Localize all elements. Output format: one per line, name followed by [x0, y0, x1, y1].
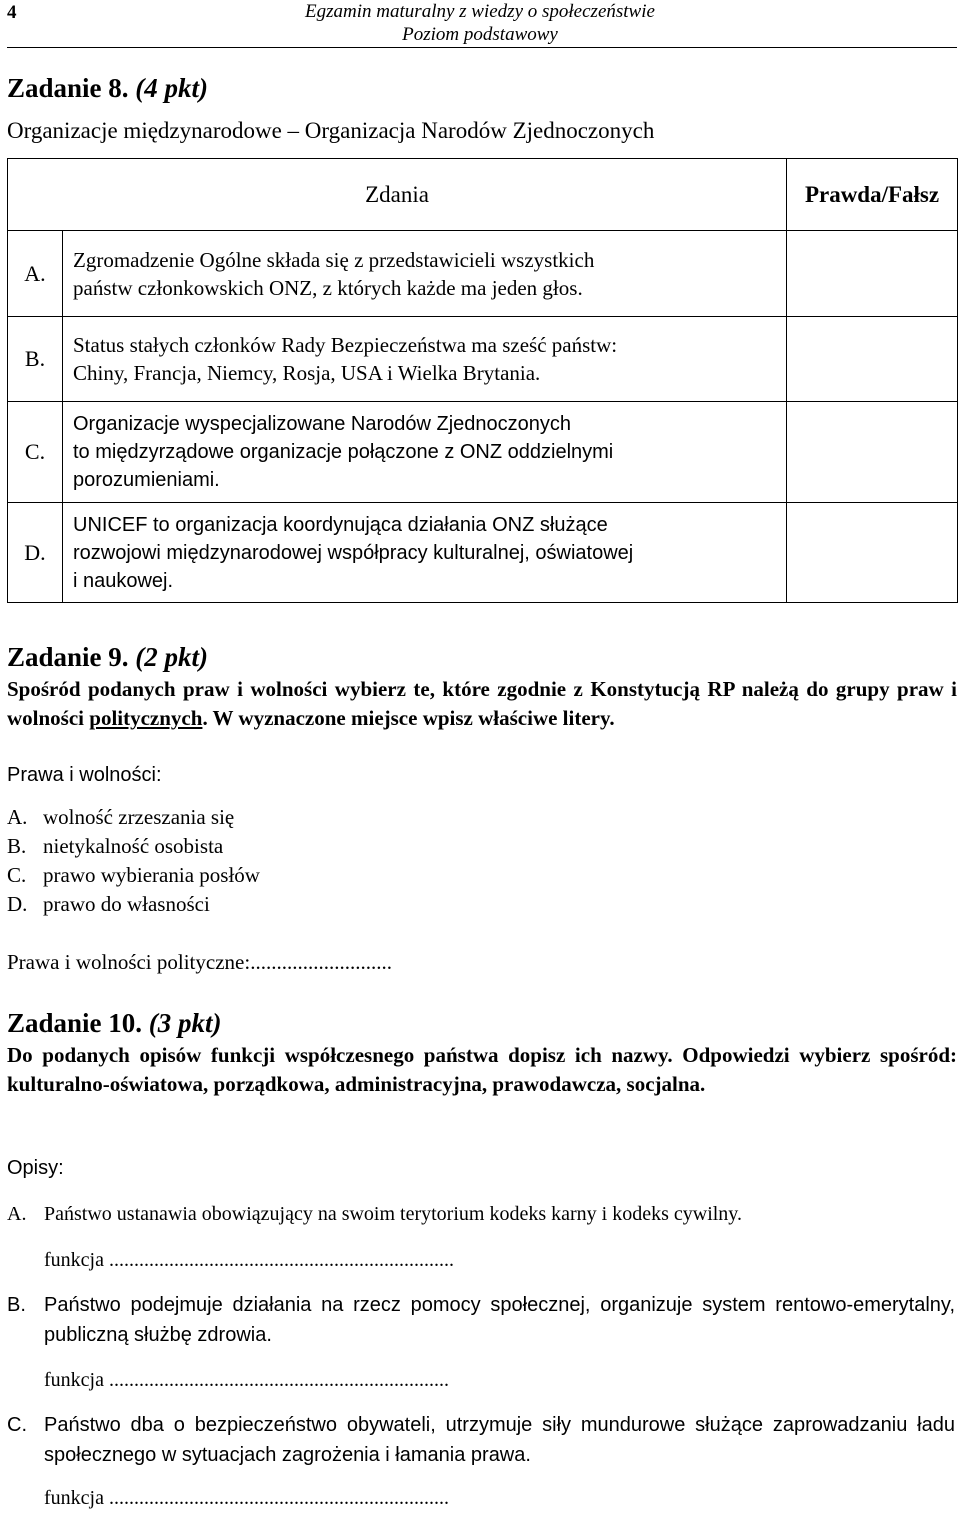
column-header-statements: Zdania	[8, 159, 787, 231]
header-exam-title: Egzamin maturalny z wiedzy o społeczeństwie	[305, 1, 655, 22]
statement-letter: A.	[8, 231, 63, 317]
statement-line: i naukowej.	[73, 569, 174, 592]
option-letter: C.	[7, 863, 27, 887]
task9-instruction-text-end: . W wyznaczone miejsce wpisz właściwe litery.	[202, 706, 615, 730]
option-letter: B.	[7, 834, 27, 858]
list-item	[7, 834, 223, 859]
statement-line: państw członkowskich ONZ, z których każde ma jeden głos.	[73, 275, 583, 300]
option-text: prawo do własności	[43, 892, 210, 916]
answer-cell[interactable]	[787, 503, 958, 603]
task9-points: (2 pkt)	[135, 642, 209, 672]
description-letter: A.	[7, 1203, 27, 1225]
task8-title: Zadanie 8.	[7, 73, 129, 103]
statement-line: Status stałych członków Rady Bezpieczeństwa ma sześć państw:	[73, 333, 618, 357]
statement-text	[63, 402, 787, 503]
column-header-true-false: Prawda/Fałsz	[787, 159, 958, 231]
statement-letter: D.	[8, 503, 63, 603]
list-item	[7, 805, 234, 830]
table-row	[8, 503, 958, 603]
task10-heading	[7, 1008, 222, 1039]
statement-line: Zgromadzenie Ogólne składa się z przedstawicieli wszystkich	[73, 247, 595, 272]
table-row	[8, 402, 958, 503]
descriptions-label: Opisy:	[7, 1157, 64, 1179]
option-text: nietykalność osobista	[43, 834, 224, 858]
true-false-table	[7, 158, 958, 603]
list-item	[7, 863, 260, 888]
statement-text	[63, 231, 787, 317]
statement-line: Chiny, Francja, Niemcy, Rosja, USA i Wielka Brytania.	[73, 361, 541, 385]
function-answer-field[interactable]: funkcja ....................................................................	[44, 1369, 449, 1391]
task10-instruction: Do podanych opisów funkcji współczesnego państwa dopisz ich nazwy. Odpowiedzi wybierz spośród: kulturalno-oświatowa, porządkowa, administracyjna, prawodawcza, socjalna.	[7, 1043, 957, 1096]
option-letter: D.	[7, 892, 28, 916]
list-item	[7, 892, 210, 917]
table-header-row	[8, 159, 958, 231]
task8-points: (4 pkt)	[135, 73, 209, 103]
task10-title: Zadanie 10.	[7, 1008, 143, 1038]
answer-cell[interactable]	[787, 317, 958, 402]
statement-letter: B.	[8, 317, 63, 402]
table-row	[8, 317, 958, 402]
task9-heading	[7, 642, 208, 673]
statement-text	[63, 503, 787, 603]
description-item	[7, 1290, 955, 1350]
statement-line: to międzyrządowe organizacje połączone z ONZ oddzielnymi	[73, 441, 614, 463]
option-text: wolność zrzeszania się	[43, 805, 235, 829]
statement-line: rozwojowi międzynarodowej współpracy kulturalnej, oświatowej	[73, 541, 634, 564]
answer-cell[interactable]	[787, 402, 958, 503]
header-exam-level: Poziom podstawowy	[402, 24, 558, 45]
description-letter: B.	[7, 1294, 26, 1316]
task9-instruction-underlined: politycznych	[89, 706, 203, 730]
rights-list-label: Prawa i wolności:	[7, 764, 162, 786]
description-item	[7, 1199, 955, 1229]
task8-heading	[7, 73, 208, 104]
description-letter: C.	[7, 1414, 27, 1436]
option-letter: A.	[7, 805, 28, 829]
task8-topic: Organizacje międzynarodowe – Organizacja Narodów Zjednoczonych	[7, 118, 655, 143]
description-text: Państwo podejmuje działania na rzecz pomocy społecznej, organizuje system rentowo-emerytalny, publiczną służbę zdrowia.	[44, 1294, 955, 1346]
statement-line: UNICEF to organizacja koordynująca działania ONZ służące	[73, 513, 608, 536]
description-text: Państwo ustanawia obowiązujący na swoim terytorium kodeks karny i kodeks cywilny.	[44, 1203, 743, 1225]
function-answer-field[interactable]: funkcja .....................................................................	[44, 1249, 454, 1271]
header-divider	[7, 47, 957, 48]
statement-line: porozumieniami.	[73, 469, 220, 491]
task9-instruction-text: Spośród podanych praw i wolności wybierz te, które zgodnie z Konstytucją RP należą do grupy praw i wolności	[7, 677, 957, 730]
statement-letter: C.	[8, 402, 63, 503]
page-number: 4	[7, 2, 17, 23]
task10-points: (3 pkt)	[148, 1008, 222, 1038]
task9-instruction	[7, 675, 957, 733]
description-item	[7, 1410, 955, 1470]
table-row	[8, 231, 958, 317]
task9-title: Zadanie 9.	[7, 642, 129, 672]
statement-text	[63, 317, 787, 402]
description-text: Państwo dba o bezpieczeństwo obywateli, utrzymuje siły mundurowe służące zaprowadzaniu ładu społecznego w sytuacjach zagrożenia i łamania prawa.	[44, 1414, 955, 1466]
political-rights-answer-field[interactable]: Prawa i wolności polityczne:...........................	[7, 950, 392, 974]
answer-cell[interactable]	[787, 231, 958, 317]
statement-line: Organizacje wyspecjalizowane Narodów Zjednoczonych	[73, 413, 572, 435]
function-answer-field[interactable]: funkcja ....................................................................	[44, 1487, 449, 1509]
option-text: prawo wybierania posłów	[43, 863, 260, 887]
